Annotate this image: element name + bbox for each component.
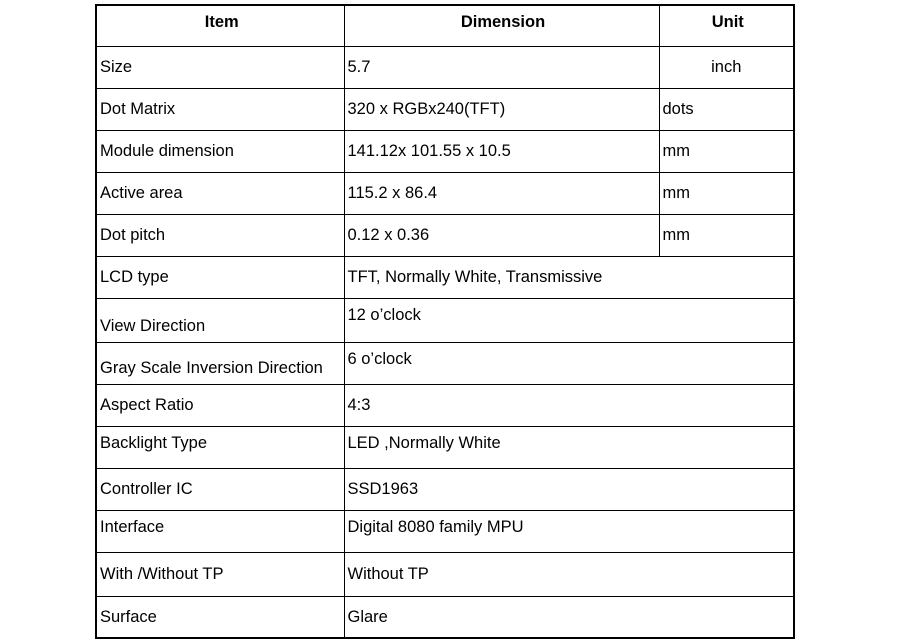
item-cell: View Direction xyxy=(96,298,344,342)
spec-table xyxy=(95,4,795,639)
unit-cell: dots xyxy=(659,88,794,130)
item-cell: With /Without TP xyxy=(96,552,344,596)
dimension-cell: TFT, Normally White, Transmissive xyxy=(344,256,794,298)
table-row xyxy=(96,596,794,638)
dimension-cell: Without TP xyxy=(344,552,794,596)
header-row xyxy=(96,5,794,46)
table-row xyxy=(96,46,794,88)
table-row xyxy=(96,468,794,510)
dimension-cell: 320 x RGBx240(TFT) xyxy=(344,88,659,130)
item-cell: Aspect Ratio xyxy=(96,384,344,426)
item-cell: Controller IC xyxy=(96,468,344,510)
item-cell: Gray Scale Inversion Direction xyxy=(96,342,344,384)
table-row xyxy=(96,256,794,298)
unit-cell: mm xyxy=(659,172,794,214)
dimension-cell: 6 o’clock xyxy=(344,342,794,384)
item-cell: Dot Matrix xyxy=(96,88,344,130)
unit-cell: mm xyxy=(659,130,794,172)
table-row xyxy=(96,172,794,214)
dimension-cell: 4:3 xyxy=(344,384,794,426)
dimension-cell: 5.7 xyxy=(344,46,659,88)
header-dimension: Dimension xyxy=(344,5,659,46)
item-cell: Interface xyxy=(96,510,344,552)
dimension-cell: 115.2 x 86.4 xyxy=(344,172,659,214)
unit-cell: mm xyxy=(659,214,794,256)
header-item: Item xyxy=(96,5,344,46)
item-cell: Backlight Type xyxy=(96,426,344,468)
item-cell: Active area xyxy=(96,172,344,214)
table-row xyxy=(96,552,794,596)
header-unit: Unit xyxy=(659,5,794,46)
item-cell: Surface xyxy=(96,596,344,638)
table-row xyxy=(96,88,794,130)
item-cell: LCD type xyxy=(96,256,344,298)
table-row xyxy=(96,384,794,426)
table-row xyxy=(96,426,794,468)
item-cell: Dot pitch xyxy=(96,214,344,256)
table-row xyxy=(96,130,794,172)
dimension-cell: 12 o’clock xyxy=(344,298,794,342)
dimension-cell: 141.12x 101.55 x 10.5 xyxy=(344,130,659,172)
table-row xyxy=(96,214,794,256)
dimension-cell: SSD1963 xyxy=(344,468,794,510)
unit-cell: inch xyxy=(659,46,794,88)
item-cell: Module dimension xyxy=(96,130,344,172)
table-row xyxy=(96,510,794,552)
dimension-cell: 0.12 x 0.36 xyxy=(344,214,659,256)
item-cell: Size xyxy=(96,46,344,88)
dimension-cell: Glare xyxy=(344,596,794,638)
dimension-cell: LED ,Normally White xyxy=(344,426,794,468)
table-row xyxy=(96,342,794,384)
dimension-cell: Digital 8080 family MPU xyxy=(344,510,794,552)
table-row xyxy=(96,298,794,342)
